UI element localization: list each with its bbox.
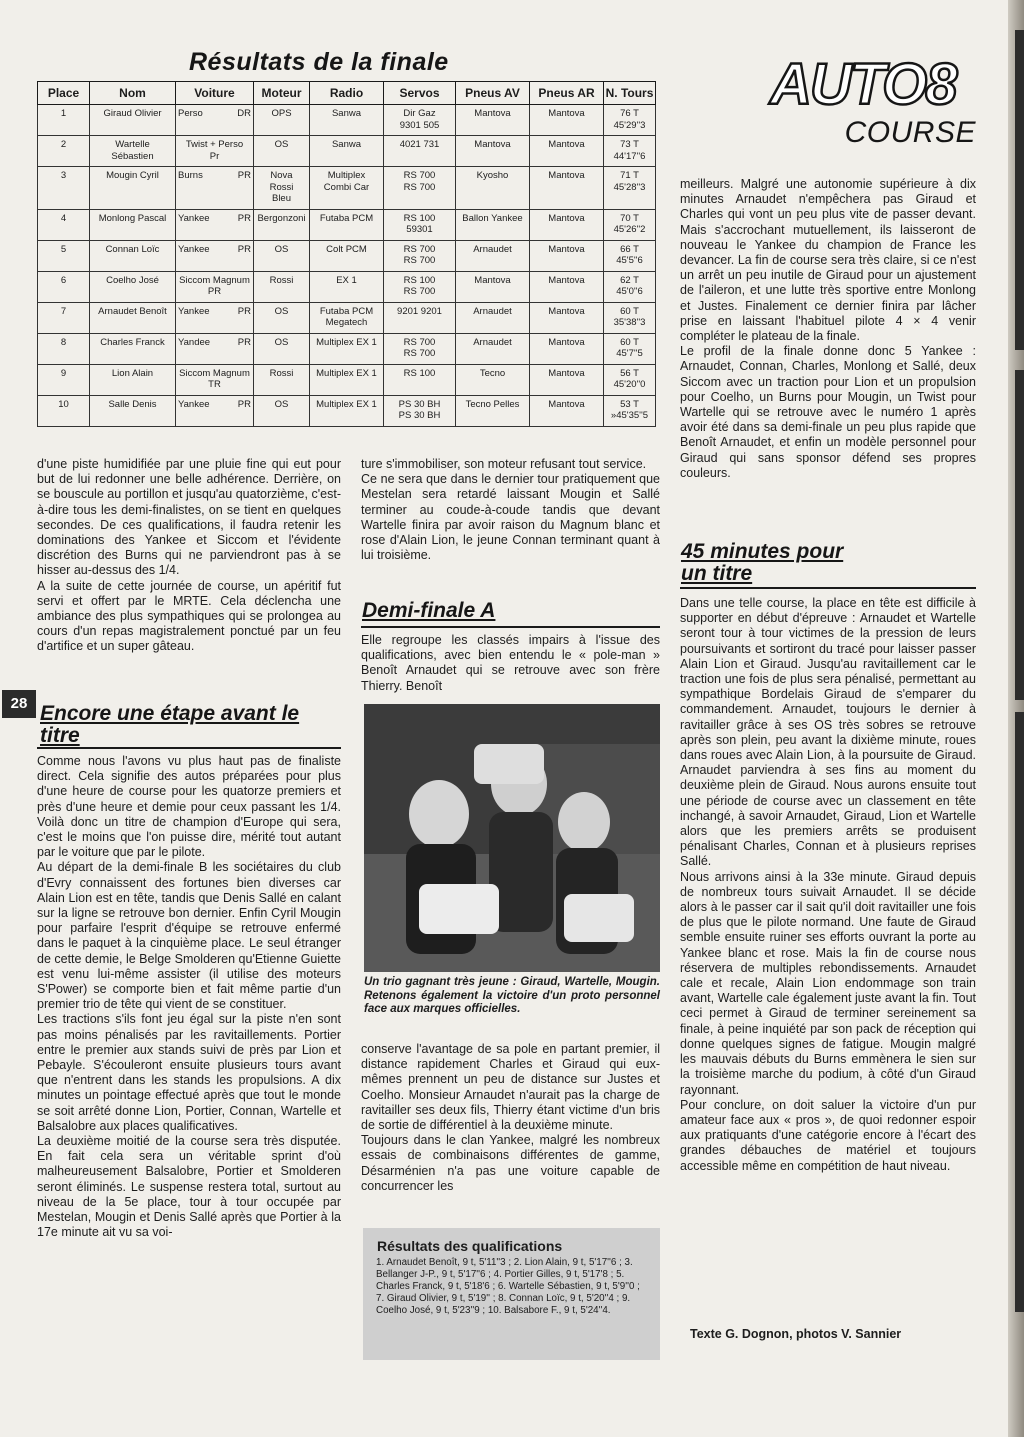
cell-pneus-ar: Mantova xyxy=(530,333,604,364)
table-row xyxy=(38,271,656,302)
column-3-bottom xyxy=(680,596,976,1174)
tours-line: 45'5''6 xyxy=(616,255,643,266)
column-1-bottom xyxy=(37,754,341,1241)
moteur-line: Rossi xyxy=(269,181,294,193)
cell-tours xyxy=(604,302,656,333)
cell-nom xyxy=(90,333,176,364)
cell-moteur xyxy=(254,167,310,210)
paragraph: Au départ de la demi-finale B les sociétaires du club d'Evry connaissent des fortunes bien diverses car Alain Lion est en tête, tandis que Denis Sallé en calant sur la ligne se retrouve bon dernier. Enfin Cyril Mougin pour parfaire l'esprit d'équipe se retrouve enfermé dans le paquet à la cinquième place. Le seul étranger de cette demie, le Belge Smolderen qu'Etienne Guiette est venu lui-même assister (il utilise des moteurs S'Power) se comporte bien et fait même partie d'un premier trio de tête qui vient de se constituer. xyxy=(37,860,341,1012)
cell-nom xyxy=(90,167,176,210)
tours-line: 45'28''3 xyxy=(613,181,646,193)
cell-voiture xyxy=(176,209,254,240)
paragraph: La deuxième moitié de la course sera très disputée. En fait cela sera un véritable sprint d'où malheureusement Balsalobre, Portier et Smolderen seront éliminés. Le suspense restera total, surtout au niveau de la 5e place, tour à tour occupée par Mestelan, Mougin et Denis Sallé après que Portier à la 17e minute ait vu sa voi- xyxy=(37,1134,341,1240)
column-header: Nom xyxy=(90,82,176,105)
cell-place: 9 xyxy=(38,364,90,395)
tours-line: 45'26''2 xyxy=(613,224,646,235)
heading-rule xyxy=(361,626,660,628)
cell-pneus-ar: Mantova xyxy=(530,364,604,395)
cell-moteur xyxy=(254,333,310,364)
table-row xyxy=(38,209,656,240)
cell-voiture xyxy=(176,167,254,210)
cell-radio xyxy=(310,333,384,364)
servos-line: RS 100 xyxy=(403,212,436,224)
tours-line: 70 T xyxy=(620,212,639,224)
cell-moteur xyxy=(254,364,310,395)
column-header: Radio xyxy=(310,82,384,105)
cell-radio xyxy=(310,395,384,426)
paragraph: Nous arrivons ainsi à la 33e minute. Giraud depuis de nombreux tours suivait Arnaudet. Il se décide alors à le passer car il sait qu'il doit ravitailler une fois de plus que le pilote normand. Une faute de Giraud semble ensuite ruiner ses efforts ouvrant la porte au Yankee blanc et rose. Mais la fin de course nous réservera de multiples rebondissements. Arnaudet cale et recale, Alain Lion endommage son train avant, Wartelle cale également juste avant la fin. Tout ceci permet à Giraud de terminer sereinement sa finale, à peine inquiété par son pack de réception qui donne quelques signes de fatigue. Mougin malgré les mauvais débuts du Burns emmènera le sien sur la troisième marche du podium, à côté d'un Giraud rayonnant. xyxy=(680,869,976,1097)
cell-pneus-ar: Mantova xyxy=(530,240,604,271)
radio-line: Sanwa xyxy=(331,108,362,119)
servos-line: RS 100 xyxy=(403,274,436,286)
moteur-line: Rossi xyxy=(269,274,294,286)
cell-servos xyxy=(384,333,456,364)
radio-line: Sanwa xyxy=(331,139,362,150)
tours-line: 76 T xyxy=(620,108,639,119)
moteur-line: Nova xyxy=(270,170,293,181)
cell-voiture xyxy=(176,364,254,395)
column-2-mid xyxy=(361,633,660,694)
cell-tours xyxy=(604,167,656,210)
table-header-row xyxy=(38,82,656,105)
radio-line: Multiplex EX 1 xyxy=(316,398,377,410)
nom-line: Connan Loïc xyxy=(105,243,160,255)
cell-pneus-av: Tecno Pelles xyxy=(456,395,530,426)
radio-line: Multiplex xyxy=(327,170,366,181)
servos-line: RS 700 xyxy=(403,255,436,266)
cell-voiture xyxy=(176,271,254,302)
cell-nom xyxy=(90,240,176,271)
moteur-line: OS xyxy=(274,336,289,348)
cell-radio xyxy=(310,240,384,271)
paragraph: Comme nous l'avons vu plus haut pas de finaliste direct. Cela signifie des autos préparées pour plus d'une heure de course pour les quatorze premiers et près d'une heure et demie pour ceux passant les 1/4. Voilà donc un titre de champion d'Europe qui sera, c'est le moins que l'on puisse dire, mérité tout autant par le voiture que par le pilote. xyxy=(37,754,341,860)
tours-line: 71 T xyxy=(620,170,639,181)
cell-radio xyxy=(310,209,384,240)
column-header: Moteur xyxy=(254,82,310,105)
cell-place: 6 xyxy=(38,271,90,302)
radio-line: EX 1 xyxy=(336,274,357,286)
heading-rule xyxy=(37,747,341,749)
photo-illustration xyxy=(364,704,660,972)
cell-servos xyxy=(384,105,456,136)
tours-line: 56 T xyxy=(620,367,639,379)
cell-servos xyxy=(384,209,456,240)
column-2-bottom xyxy=(361,1042,660,1194)
table-row xyxy=(38,395,656,426)
table-row xyxy=(38,136,656,167)
servos-line: RS 700 xyxy=(403,243,436,255)
cell-voiture xyxy=(176,333,254,364)
cell-tours xyxy=(604,271,656,302)
tours-line: 53 T xyxy=(620,398,639,410)
servos-line: RS 700 xyxy=(403,286,436,297)
radio-line: Multiplex EX 1 xyxy=(316,336,377,348)
column-header: Pneus AR xyxy=(530,82,604,105)
voiture-line xyxy=(178,244,251,256)
voiture-part: PR xyxy=(237,170,251,181)
cell-servos xyxy=(384,167,456,210)
moteur-line: Bergonzoni xyxy=(257,212,306,224)
cell-radio xyxy=(310,302,384,333)
cell-place: 5 xyxy=(38,240,90,271)
voiture-part: Yandee xyxy=(178,336,211,348)
logo-brand: AUTO8 xyxy=(770,52,956,117)
cell-pneus-ar: Mantova xyxy=(530,395,604,426)
cell-tours xyxy=(604,395,656,426)
tours-line: 45'20''0 xyxy=(613,379,646,390)
cell-place: 2 xyxy=(38,136,90,167)
qualification-results: 1. Arnaudet Benoît, 9 t, 5'11''3 ; 2. Lion Alain, 9 t, 5'17''6 ; 3. Bellanger J-P., 9 t, 5'17''6 ; 4. Portier Gilles, 9 t, 5'17'8 ; 5. Charles Franck, 9 t, 5'18'6 ; 6. Wartelle Sébastien, 9 t, 5'9''0 ; 7. Giraud Olivier, 9 t, 5'19'' ; 8. Connan Loïc, 9 t, 5'20''4 ; 9. Coelho José, 9 t, 5'23''9 ; 10. Balsabore F., 9 t, 5'24''4. xyxy=(376,1257,640,1317)
voiture-line: Twist + Perso xyxy=(185,139,244,150)
cell-place: 8 xyxy=(38,333,90,364)
cell-pneus-av: Arnaudet xyxy=(456,302,530,333)
paragraph: Ce ne sera que dans le dernier tour pratiquement que Mestelan sera retardé laissant Mougin et Sallé terminer au coude-à-coude tandis que devant Wartelle finira par avoir raison du Magnum blanc et rose d'Alain Lion, le jeune Connan terminant quant à lui troisième. xyxy=(361,472,660,563)
moteur-line: Rossi xyxy=(269,367,294,379)
cell-radio xyxy=(310,271,384,302)
paragraph: Elle regroupe les classés impairs à l'issue des qualifications, avec bien entendu le « pole-man » Benoît Arnaudet qui se retrouve avec son frère Thierry. Benoît xyxy=(361,633,660,693)
cell-tours xyxy=(604,333,656,364)
paragraph: Pour conclure, on doit saluer la victoire d'un pur amateur face aux « pros », de quoi redonner espoir aux pratiquants d'une catégorie encore à l'écart des grandes débauches de matériel et toujours accessible même en compétition de haut niveau. xyxy=(680,1097,976,1173)
cell-nom xyxy=(90,395,176,426)
radio-line: Futaba PCM xyxy=(319,212,374,224)
paragraph: meilleurs. Malgré une autonomie supérieure à dix minutes Arnaudet n'empêchera pas Giraud et Charles qui vont un peu plus vite de passer devant. Mais s'accrochant mutuellement, ils laisseront de nouveau le Yankee du champion de France les devancer. La fin de course sera très claire, si ce n'est un arrêt un peu inutile de Giraud pour un ajustement de l'aileron, et une lutte très sportive entre Monlong et Justes. Finalement ce dernier finira par lâcher prise en laissant l'habituel pilote 4 × 4 venir compléter le plateau de la finale. xyxy=(680,177,976,344)
voiture-part: PR xyxy=(237,212,251,224)
cell-nom xyxy=(90,302,176,333)
column-header: Servos xyxy=(384,82,456,105)
paragraph: ture s'immobiliser, son moteur refusant tout service. xyxy=(361,457,647,471)
voiture-line xyxy=(178,170,251,182)
nom-line: Charles Franck xyxy=(100,336,165,348)
page-edge xyxy=(1008,0,1024,1437)
cell-servos xyxy=(384,364,456,395)
column-2-top xyxy=(361,457,660,563)
cell-pneus-ar: Mantova xyxy=(530,167,604,210)
moteur-line: Bleu xyxy=(271,193,291,204)
nom-line: Arnaudet Benoît xyxy=(98,305,167,317)
radio-line: Multiplex EX 1 xyxy=(316,367,377,379)
paragraph: A la suite de cette journée de course, un apéritif fut servi et offert par le MRTE. Cela déclencha une ambiance des plus sympathiques qui se prolongea au cours d'un repas magistralement ponctué par un feu d'artifice et un super gâteau. xyxy=(37,578,341,654)
tours-line: 45'29''3 xyxy=(613,119,646,131)
tours-line: 45'0''6 xyxy=(616,286,643,297)
table-title: Résultats de la finale xyxy=(189,48,449,76)
servos-line: 9301 505 xyxy=(399,119,440,131)
nom-line: Mougin Cyril xyxy=(106,170,159,181)
cell-pneus-av: Ballon Yankee xyxy=(456,209,530,240)
cell-place: 7 xyxy=(38,302,90,333)
voiture-line xyxy=(178,213,251,225)
cell-voiture xyxy=(176,302,254,333)
cell-place: 1 xyxy=(38,105,90,136)
servos-line: PS 30 BH xyxy=(398,398,441,410)
cell-tours xyxy=(604,364,656,395)
voiture-line: PR xyxy=(207,286,222,297)
nom-line: Lion Alain xyxy=(111,367,154,379)
cell-pneus-av: Mantova xyxy=(456,105,530,136)
cell-pneus-ar: Mantova xyxy=(530,209,604,240)
column-header: N. Tours xyxy=(604,82,656,105)
voiture-part: PR xyxy=(237,305,251,317)
cell-servos xyxy=(384,271,456,302)
edge-tab xyxy=(1015,370,1024,700)
cell-pneus-ar: Mantova xyxy=(530,302,604,333)
cell-tours xyxy=(604,240,656,271)
cell-radio xyxy=(310,364,384,395)
nom-line: Salle Denis xyxy=(108,398,157,410)
cell-pneus-av: Kyosho xyxy=(456,167,530,210)
voiture-part: Burns xyxy=(178,170,203,181)
tours-line: 35'38''3 xyxy=(613,317,646,328)
tours-line: 60 T xyxy=(620,305,639,317)
servos-line: 9201 9201 xyxy=(397,305,442,317)
cell-moteur xyxy=(254,136,310,167)
paragraph: Les tractions s'ils font jeu égal sur la piste n'en sont pas moins pénalisés par les ravitaillements. Portier entre le premier aux stands suivi de près par Lion et Pebayle. S'écouleront ensuite plusieurs tours avant que n'entrent dans les stands les propulsions. A dix minutes un pointage effectué après que tout le monde se soit arrêté donne Lion, Portier, Connan, Wartelle et Balsalobre aux places qualificatives. xyxy=(37,1012,341,1133)
heading-rule xyxy=(680,587,976,589)
column-header: Pneus AV xyxy=(456,82,530,105)
voiture-line xyxy=(178,108,251,120)
cell-nom xyxy=(90,136,176,167)
radio-line: Futaba PCM xyxy=(319,305,374,317)
tours-line: 66 T xyxy=(620,243,639,255)
paragraph: Dans une telle course, la place en tête est difficile à supporter en début d'épreuve : Arnaudet et Wartelle seront tour à tour victimes de la pression de leurs poursuivants et sortiront du tracé pour laisser passer Alain Lion et Giraud. Jusqu'au ravitaillement car le traction une fois de plus sera pénalisé, permettant au sympathique Bordelais Giraud de s'emparer du commandement. Arnaudet, toujours le dernier à ravitailler grâce à ses OS très sobres se retrouve après son plein, peu avant la dixième minute, roues dans roues avec Alain Lion, à la poursuite de Giraud. Arnaudet parviendra à ses fins au moment du deuxième plein de Giraud. Nous aurons ensuite tout une période de course avec un classement en tête inchangé, à savoir Arnaudet, Giraud, Lion et Wartelle alors que les premiers arrêts se produisent pénalisant Charles, Connan et à plusieurs reprises Sallé. xyxy=(680,596,976,869)
nom-line: Wartelle xyxy=(115,139,150,150)
voiture-line xyxy=(178,337,251,349)
servos-line: 4021 731 xyxy=(399,139,440,150)
voiture-line xyxy=(178,399,251,411)
voiture-part: PR xyxy=(237,398,251,410)
servos-line: RS 100 xyxy=(403,367,436,379)
column-1-top xyxy=(37,457,341,655)
tours-line: 44'17''6 xyxy=(613,150,646,162)
cell-tours xyxy=(604,136,656,167)
cell-radio xyxy=(310,105,384,136)
voiture-line: Siccom Magnum xyxy=(179,274,250,286)
voiture-line xyxy=(178,306,251,318)
radio-line: Megatech xyxy=(325,317,368,328)
page-number: 28 xyxy=(2,690,36,718)
cell-servos xyxy=(384,302,456,333)
table-row xyxy=(38,364,656,395)
cell-nom xyxy=(90,271,176,302)
cell-moteur xyxy=(254,271,310,302)
moteur-line: OS xyxy=(274,305,289,317)
voiture-part: PR xyxy=(237,336,251,348)
table-row xyxy=(38,333,656,364)
edge-tab xyxy=(1015,712,1024,1312)
cell-place: 10 xyxy=(38,395,90,426)
tours-line: 60 T xyxy=(620,336,639,348)
column-header: Place xyxy=(38,82,90,105)
cell-nom xyxy=(90,209,176,240)
heading-45-minutes: 45 minutes pour un titre xyxy=(681,540,844,585)
paragraph: Le profil de la finale donne donc 5 Yankee : Arnaudet, Connan, Charles, Monlong et Sallé, deux Siccom avec un traction pour Lion et un propulsion pour Coelho, un Burns pour Mougin, un Twist pour Wartelle qui se retrouve avec le numéro 1 après avoir été dans sa demi-finale un peu plus rapide que Benoît Arnaudet, et enfin un modèle personnel pour Giraud qui sans sponsor défend ses propres couleurs. xyxy=(680,344,976,480)
paragraph: conserve l'avantage de sa pole en partant premier, il distance rapidement Charles et Giraud qui eux-mêmes prennent un peu de distance sur Justes et Coelho. Monsieur Arnaudet n'aurait pas la charge de ravitailler ses deux fils, Thierry étant victime d'un bris de sortie de différentiel à la deuxième minute. xyxy=(361,1042,660,1133)
paragraph: Toujours dans le clan Yankee, malgré les nombreux essais de combinaisons différentes de gamme, Désarménien n'a pas une voiture capable de concurrencer les xyxy=(361,1133,660,1193)
servos-line: PS 30 BH xyxy=(398,410,441,421)
table-body xyxy=(38,105,656,427)
table-row xyxy=(38,167,656,210)
voiture-part: PR xyxy=(237,243,251,255)
cell-moteur xyxy=(254,240,310,271)
cell-place: 3 xyxy=(38,167,90,210)
voiture-line: Siccom Magnum xyxy=(179,367,250,379)
qualification-title: Résultats des qualifications xyxy=(377,1238,563,1254)
servos-line: RS 700 xyxy=(403,336,436,348)
cell-voiture xyxy=(176,240,254,271)
servos-line: RS 700 xyxy=(403,348,436,359)
servos-line: 59301 xyxy=(406,224,433,235)
logo-section: COURSE xyxy=(844,116,976,149)
results-table xyxy=(37,81,656,427)
servos-line: RS 700 xyxy=(403,170,436,181)
cell-radio xyxy=(310,136,384,167)
cell-pneus-ar: Mantova xyxy=(530,105,604,136)
cell-radio xyxy=(310,167,384,210)
table-row xyxy=(38,240,656,271)
article-credit: Texte G. Dognon, photos V. Sannier xyxy=(690,1327,902,1341)
cell-tours xyxy=(604,209,656,240)
voiture-line: TR xyxy=(208,379,221,390)
voiture-part: Yankee xyxy=(178,398,210,410)
column-3-top xyxy=(680,177,976,481)
moteur-line: OS xyxy=(274,139,289,150)
moteur-line: OS xyxy=(274,243,289,255)
cell-pneus-av: Mantova xyxy=(456,271,530,302)
magazine-logo xyxy=(770,52,980,152)
photo-caption: Un trio gagnant très jeune : Giraud, Wartelle, Mougin. Retenons également la victoire d'un proto personnel face aux marques officielles. xyxy=(364,976,660,1015)
tours-line: »45'35''5 xyxy=(610,410,649,421)
moteur-line: OPS xyxy=(271,108,292,119)
cell-pneus-av: Arnaudet xyxy=(456,240,530,271)
cell-voiture xyxy=(176,136,254,167)
cell-moteur xyxy=(254,209,310,240)
nom-line: Giraud Olivier xyxy=(103,108,162,119)
moteur-line: OS xyxy=(274,398,289,410)
cell-pneus-av: Mantova xyxy=(456,136,530,167)
heading-encore: Encore une étape avant le titre xyxy=(40,702,300,747)
cell-pneus-av: Tecno xyxy=(456,364,530,395)
cell-nom xyxy=(90,105,176,136)
table-row xyxy=(38,105,656,136)
tours-line: 73 T xyxy=(620,139,639,150)
voiture-part: Yankee xyxy=(178,243,210,255)
cell-place: 4 xyxy=(38,209,90,240)
radio-line: Combi Car xyxy=(323,181,370,193)
cell-pneus-ar: Mantova xyxy=(530,136,604,167)
cell-pneus-ar: Mantova xyxy=(530,271,604,302)
cell-tours xyxy=(604,105,656,136)
voiture-line: Pr xyxy=(209,150,220,162)
column-header: Voiture xyxy=(176,82,254,105)
table-row xyxy=(38,302,656,333)
edge-tab xyxy=(1015,30,1024,350)
servos-line: Dir Gaz xyxy=(403,108,436,119)
cell-voiture xyxy=(176,395,254,426)
cell-servos xyxy=(384,240,456,271)
tours-line: 45'7''5 xyxy=(616,348,643,359)
cell-servos xyxy=(384,395,456,426)
cell-moteur xyxy=(254,302,310,333)
servos-line: RS 700 xyxy=(403,181,436,193)
cell-pneus-av: Arnaudet xyxy=(456,333,530,364)
cell-servos xyxy=(384,136,456,167)
nom-line: Monlong Pascal xyxy=(98,212,167,224)
paragraph: d'une piste humidifiée par une pluie fine qui eut pour but de lui redonner une belle adhérence. Derrière, on se bouscule au portillon et jusqu'au quatorzième, c'est-à-dire tous les demi-finalistes, on se tient en quelques secondes. De ces qualifications, il faudra retenir les dominations des Yankee et Siccom et l'évidente discrétion des Burns qui ne parviendront pas à se hisser au-dessus des 1/4. xyxy=(37,457,341,578)
tours-line: 62 T xyxy=(620,274,639,286)
voiture-part: Yankee xyxy=(178,305,210,317)
radio-line: Colt PCM xyxy=(326,243,367,255)
podium-photo xyxy=(364,704,660,972)
voiture-part: DR xyxy=(237,108,251,119)
cell-nom xyxy=(90,364,176,395)
voiture-part: Perso xyxy=(178,108,203,119)
cell-moteur xyxy=(254,105,310,136)
cell-voiture xyxy=(176,105,254,136)
nom-line: Coelho José xyxy=(106,274,159,286)
cell-moteur xyxy=(254,395,310,426)
voiture-part: Yankee xyxy=(178,212,210,224)
nom-line: Sébastien xyxy=(111,150,154,162)
heading-demi-finale: Demi-finale A xyxy=(362,599,496,622)
